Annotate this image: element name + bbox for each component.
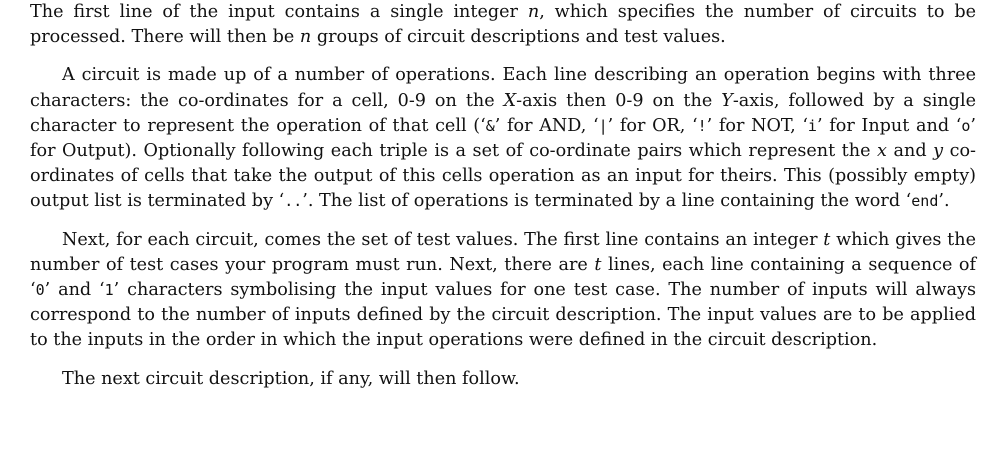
code-zero: 0 (35, 281, 45, 300)
math-n: n (299, 27, 312, 48)
math-t: t (823, 229, 831, 250)
code-not-symbol: ! (697, 116, 707, 135)
code-and-symbol: & (485, 116, 495, 135)
code-one: 1 (104, 281, 114, 300)
text-run: ’. (938, 191, 950, 212)
text-run: A circuit is made up of a number of operations. Each line describing an operation begins with three characters: the co-ordinates for a cell, 0-9 on the (30, 65, 976, 111)
math-y-axis: Y (721, 90, 733, 111)
paragraph-circuit-format (30, 63, 976, 214)
text-run: groups of circuit descriptions and test values. (311, 27, 726, 48)
text-run: which gives the number of test cases your program must run. Next, there are (30, 229, 976, 275)
paragraph-next-circuit: The next circuit description, if any, will then follow. (62, 368, 520, 389)
code-or-symbol: | (598, 116, 608, 135)
code-end-word: end (911, 192, 939, 211)
math-x-axis: X (503, 90, 517, 111)
text-run: Next, for each circuit, comes the set of test values. The first line contains an integer (62, 229, 824, 250)
text-run: , which specifies the number of circuits to be processed. There will then be (30, 2, 976, 48)
code-output-symbol: o (961, 116, 971, 135)
text-run: ’. The list of operations is terminated by a line containing the word ‘ (302, 191, 912, 212)
text-run: co-ordinates of cells that take the output of this cells operation as an input for theirs. This (possibly empty) output list is terminated by ‘ (30, 141, 976, 212)
text-run: ’ for Input and ‘ (816, 115, 962, 136)
text-run: -axis, followed by a single character to represent the operation of that cell (‘ (30, 90, 976, 136)
text-run: ’ for AND, ‘ (494, 115, 599, 136)
code-terminator: .. (284, 192, 303, 211)
text-run: and (886, 141, 934, 162)
text-run: ’ characters symbolising the input values for one test case. The number of inputs will always correspond to the number of inputs defined by the circuit description. The input values are to be applied to the inputs in the order in which the input operations were defined in the circuit description. (30, 280, 976, 351)
math-t: t (594, 254, 602, 275)
paragraph-input-overview (30, 0, 976, 50)
text-run: lines, each line containing a sequence of ‘ (30, 254, 977, 301)
text-run: -axis then 0-9 on the (516, 90, 722, 111)
text-run: ’ for Output). Optionally following each triple is a set of co-ordinate pairs which represent the (30, 115, 976, 162)
text-run: ’ for OR, ‘ (607, 115, 698, 136)
text-run: ’ and ‘ (44, 280, 105, 301)
math-x: x (877, 141, 887, 162)
text-run: The first line of the input contains a single integer (30, 2, 528, 22)
text-run: ’ for NOT, ‘ (706, 115, 808, 136)
math-n: n (527, 2, 540, 22)
problem-statement (30, 0, 976, 392)
paragraph-test-values (30, 228, 976, 354)
math-y: y (933, 141, 944, 162)
code-input-symbol: i (807, 116, 817, 135)
